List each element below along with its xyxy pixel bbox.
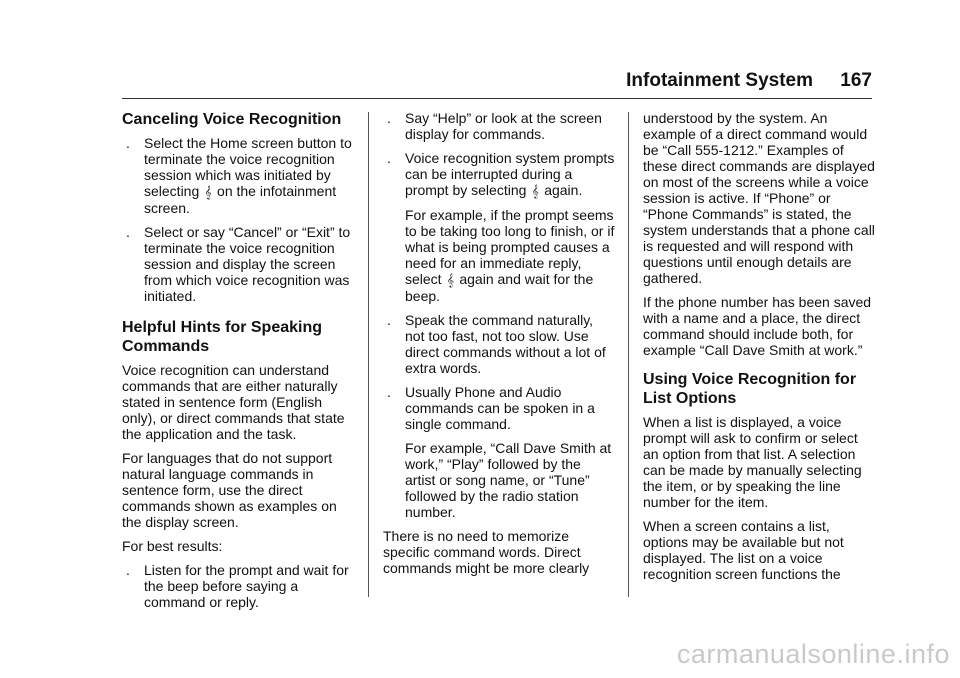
paragraph: Voice recognition can understand commands that are either naturally stated in sentence form (English only), or direct commands that state the application and the task. — [122, 362, 345, 442]
bullet-text: Select or say “Cancel” or “Exit” to terminate the voice recognition session and display the screen from which voice recognition was initiated. — [144, 224, 351, 304]
bullet-marker: . — [126, 135, 130, 151]
bullet-marker: . — [126, 562, 130, 578]
column-3 — [643, 110, 875, 590]
bullet-item — [383, 384, 615, 432]
voice-icon: 𝄞 — [446, 273, 455, 287]
indented-paragraph — [383, 207, 615, 304]
paragraph: When a list is displayed, a voice prompt will ask to confirm or select an option from that list. A selection can be made by manually selecting the item, or by speaking the line number for the item. — [643, 414, 862, 510]
page-header — [626, 70, 872, 92]
page-title: Infotainment System — [626, 70, 814, 91]
bullet-marker: . — [387, 384, 391, 400]
bullet-item — [383, 150, 615, 199]
column-divider-1 — [368, 112, 369, 597]
bullet-text: Voice recognition system prompts can be interrupted during a prompt by selecting — [405, 150, 615, 198]
bullet-marker: . — [126, 224, 130, 240]
paragraph: When a screen contains a list, options may be available but not displayed. The list on a voice recognition screen functions the — [643, 518, 844, 582]
indented-paragraph: For example, “Call Dave Smith at work,” “Play” followed by the artist or song name, or “Tune” followed by the radio station number. — [405, 440, 612, 520]
heading-using-voice-recognition-list: Using Voice Recognition for List Options — [643, 371, 857, 407]
paragraph-text: For example, if the prompt seems to be taking too long to finish, or if what is being prompted causes a need for an immediate reply, select — [405, 207, 615, 287]
bullet-item — [122, 562, 354, 610]
heading-helpful-hints: Helpful Hints for Speaking Commands — [122, 319, 323, 355]
paragraph: For languages that do not support natural language commands in sentence form, use the direct commands shown as examples on the display screen. — [122, 450, 337, 530]
watermark: carmanualsonline.info — [676, 639, 950, 669]
bullet-item — [122, 224, 354, 304]
column-divider-2 — [628, 112, 629, 597]
voice-icon: 𝄞 — [531, 184, 539, 198]
bullet-text: Speak the command naturally, not too fast, not too slow. Use direct commands without a lot of extra words. — [405, 312, 606, 376]
paragraph: understood by the system. An example of a direct command would be “Call 555-1212.” Examples of these direct commands are displayed on most of the screens while a voice session is active. If “Phone” or “Phone Commands” is stated, the system understands that a phone call is requested and will respond with questions until enough details are gathered. — [643, 110, 875, 286]
bullet-marker: . — [387, 312, 391, 328]
paragraph: For best results: — [122, 538, 223, 554]
paragraph: If the phone number has been saved with a name and a place, the direct command should include both, for example “Call Dave Smith at work.” — [643, 294, 872, 358]
heading-canceling-voice-recognition: Canceling Voice Recognition — [122, 111, 342, 128]
bullet-text: Listen for the prompt and wait for the beep before saying a command or reply. — [144, 562, 349, 610]
bullet-text: Usually Phone and Audio commands can be spoken in a single command. — [405, 384, 595, 432]
bullet-text: again. — [544, 182, 583, 198]
voice-icon: 𝄞 — [204, 185, 212, 199]
bullet-text: on the infotainment screen. — [144, 183, 337, 216]
bullet-marker: . — [387, 150, 391, 166]
paragraph-text: again and wait for the beep. — [405, 271, 594, 304]
bullet-item — [383, 110, 615, 142]
page-number: 167 — [840, 70, 872, 91]
bullet-marker: . — [387, 110, 391, 126]
bullet-text: Select the Home screen button to terminate the voice recognition session which was initiated by selecting — [144, 135, 352, 199]
bullet-text: Say “Help” or look at the screen display for commands. — [405, 110, 602, 142]
paragraph: There is no need to memorize specific command words. Direct commands might be more clearly — [383, 528, 590, 576]
column-2 — [383, 110, 615, 584]
header-rule — [122, 98, 872, 99]
bullet-item — [122, 135, 354, 216]
bullet-item — [383, 312, 615, 376]
column-1 — [122, 110, 354, 618]
